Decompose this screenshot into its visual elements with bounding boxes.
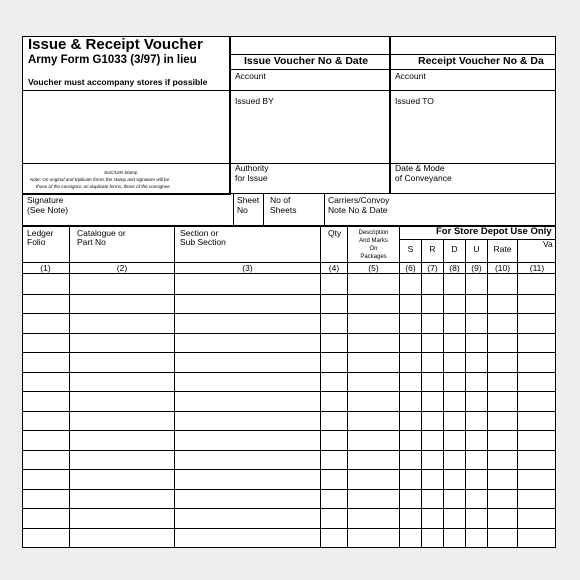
sheet-label-2: No	[237, 205, 248, 215]
col-line-9	[487, 239, 488, 548]
col-number-8: (8)	[449, 263, 460, 273]
col-section-2: Sub Section	[180, 237, 226, 247]
rule-col-numbers-bottom	[22, 273, 556, 274]
col-line-1	[69, 226, 70, 548]
issue-voucher-header: Issue Voucher No & Date	[244, 55, 369, 67]
col-number-11: (11)	[529, 263, 545, 273]
divider-issue	[229, 36, 231, 193]
receipt-voucher-header: Receipt Voucher No & Da	[418, 55, 544, 67]
col-description-1: Description	[358, 230, 389, 236]
issue-account-label[interactable]: Account	[235, 71, 266, 81]
table-row-line	[22, 294, 556, 295]
col-line-10	[517, 239, 518, 548]
border-right	[555, 36, 556, 548]
col-line-8	[465, 239, 466, 548]
table-row-line	[22, 430, 556, 431]
form-notice: Voucher must accompany stores if possible	[28, 77, 208, 87]
form-title: Issue & Receipt Voucher	[28, 36, 203, 53]
rule-authority	[22, 163, 556, 164]
table-row-line	[22, 411, 556, 412]
authority-label-2: for Issue	[235, 173, 268, 183]
stamp-label: SUC/UIN Stamp	[104, 170, 138, 175]
col-u: U	[473, 244, 480, 254]
col-ledger-1: Ledger	[27, 228, 54, 238]
rule-depot-header	[400, 239, 556, 240]
col-r: R	[429, 244, 436, 254]
col-description-2: And Marks	[359, 238, 388, 244]
col-line-4	[347, 226, 348, 548]
col-description-4: Packages	[360, 254, 387, 260]
receipt-account-label[interactable]: Account	[395, 71, 426, 81]
table-row-line	[22, 450, 556, 451]
issued-by-label[interactable]: Issued BY	[235, 96, 274, 106]
table-row-line	[22, 313, 556, 314]
table-row-line	[22, 333, 556, 334]
stamp-note-line-1: Note: On original and triplicate forms the stamp and signature will be	[30, 177, 170, 182]
table-row-line	[22, 391, 556, 392]
signature-label-2: (See Note)	[27, 205, 69, 215]
col-d: D	[451, 244, 458, 254]
col-number-5: (5)	[368, 263, 379, 273]
store-depot-header: For Store Depot Use Only	[436, 226, 552, 237]
rule-conveyance-bottom	[230, 193, 556, 194]
carriers-label-2: Note No & Date	[328, 205, 388, 215]
col-line-6	[421, 239, 422, 548]
form-reference: Army Form G1033 (3/97) in lieu	[28, 54, 197, 66]
table-row-line	[22, 489, 556, 490]
col-qty: Qty	[328, 228, 342, 238]
col-number-2: (2)	[116, 263, 128, 273]
divider-receipt	[389, 36, 391, 193]
rule-account	[22, 90, 556, 91]
divider-signature	[233, 193, 234, 226]
col-rate: Rate	[493, 244, 512, 254]
no-of-sheets-label-1[interactable]: No of	[270, 195, 291, 205]
col-value: Va	[543, 239, 553, 249]
border-left	[22, 36, 23, 548]
no-of-sheets-label-2: Sheets	[270, 205, 297, 215]
table-row-line	[22, 469, 556, 470]
table-row-line	[22, 372, 556, 373]
col-line-5	[399, 226, 400, 548]
rule-header-bottom	[230, 69, 556, 70]
divider-sheets	[324, 193, 325, 226]
col-section-1: Section or	[180, 228, 219, 238]
table-row-line	[22, 508, 556, 509]
col-number-6: (6)	[405, 263, 416, 273]
col-catalogue-2: Part No	[77, 237, 106, 247]
border-bottom	[22, 547, 556, 548]
divider-sheet	[263, 193, 264, 226]
col-number-9: (9)	[471, 263, 482, 273]
col-description-3: On	[369, 246, 378, 252]
col-number-7: (7)	[427, 263, 438, 273]
col-number-1: (1)	[40, 263, 51, 273]
conveyance-label-1[interactable]: Date & Mode	[395, 163, 445, 173]
authority-label-1[interactable]: Authority	[235, 163, 269, 173]
issued-to-label[interactable]: Issued TO	[395, 96, 434, 106]
col-number-3: (3)	[242, 263, 253, 273]
col-line-7	[443, 239, 444, 548]
col-s: S	[407, 244, 414, 254]
table-row-line	[22, 528, 556, 529]
sheet-label-1[interactable]: Sheet	[237, 195, 260, 205]
col-catalogue-1: Catalogue or	[77, 228, 126, 238]
col-line-3	[320, 226, 321, 548]
conveyance-label-2: of Conveyance	[395, 173, 452, 183]
col-number-10: (10)	[494, 263, 511, 273]
table-row-line	[22, 352, 556, 353]
carriers-label-1[interactable]: Carriers/Convoy	[328, 195, 390, 205]
voucher-form	[22, 36, 556, 548]
col-number-4: (4)	[328, 263, 340, 273]
signature-label-1[interactable]: Signature	[27, 195, 64, 205]
col-line-2	[174, 226, 175, 548]
stamp-note-line-2: those of the consignor, on duplicate forms, those of the consignee	[36, 184, 170, 189]
col-ledger-2: Folio	[27, 237, 46, 247]
